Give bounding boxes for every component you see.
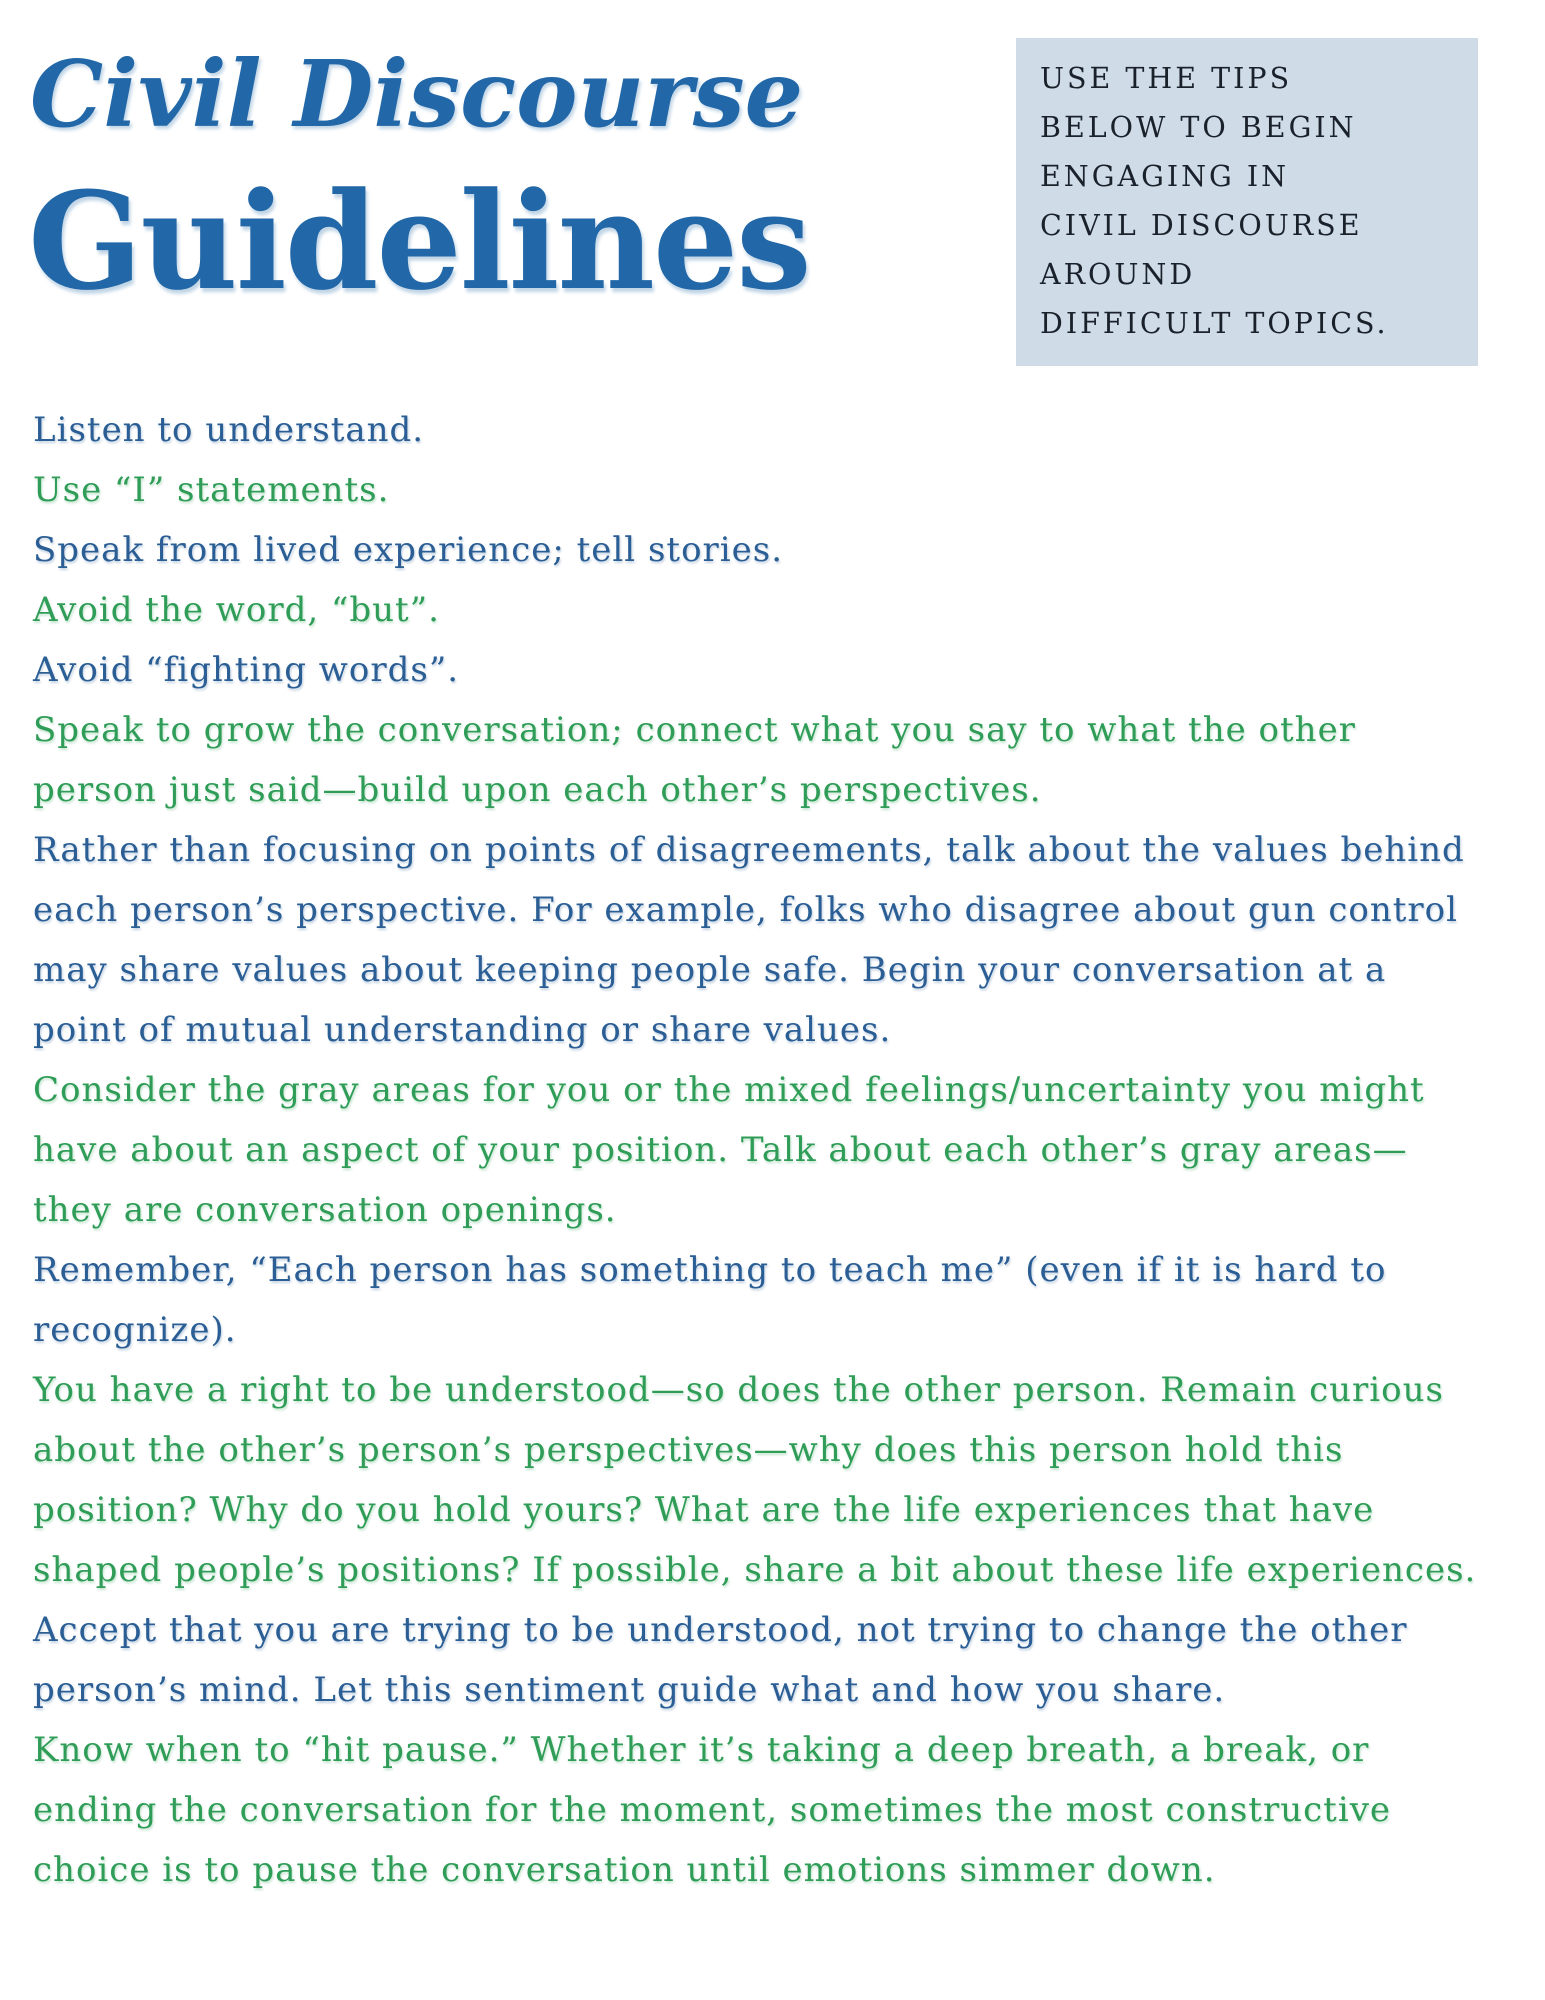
guideline-line: shaped people’s positions? If possible, share a bit about these life experiences. xyxy=(33,1550,1477,1590)
guideline-line: person’s mind. Let this sentiment guide what and how you share. xyxy=(33,1670,1226,1710)
guideline-line: choice is to pause the conversation until emotions simmer down. xyxy=(33,1850,1216,1890)
guideline-line: Accept that you are trying to be understood, not trying to change the other xyxy=(33,1610,1408,1650)
guideline-line: Speak to grow the conversation; connect what you say to what the other xyxy=(33,710,1356,750)
guideline-line: recognize). xyxy=(33,1310,237,1350)
tips-box-line: ENGAGING IN xyxy=(1040,160,1290,193)
guideline-line: Remember, “Each person has something to teach me” (even if it is hard to xyxy=(33,1250,1387,1290)
guideline-line: about the other’s person’s perspectives—why does this person hold this xyxy=(33,1430,1344,1470)
guideline-line: point of mutual understanding or share values. xyxy=(33,1010,892,1050)
tips-box-line: CIVIL DISCOURSE xyxy=(1040,209,1363,242)
guidelines-list xyxy=(33,400,1535,1900)
guideline-line: have about an aspect of your position. Talk about each other’s gray areas— xyxy=(33,1130,1408,1170)
guideline-line: Listen to understand. xyxy=(33,410,425,450)
tips-box-line: DIFFICULT TOPICS. xyxy=(1040,307,1389,340)
guideline-line: person just said—build upon each other’s perspectives. xyxy=(33,770,1042,810)
page-title-guidelines: Guidelines xyxy=(28,162,810,320)
guideline-line: they are conversation openings. xyxy=(33,1190,617,1230)
guideline-line: Speak from lived experience; tell stories. xyxy=(33,530,784,570)
guideline-line: Avoid “fighting words”. xyxy=(33,650,460,690)
guideline-line: You have a right to be understood—so does the other person. Remain curious xyxy=(33,1370,1444,1410)
guideline-line: Use “I” statements. xyxy=(33,470,390,510)
guideline-line: position? Why do you hold yours? What are the life experiences that have xyxy=(33,1490,1375,1530)
guideline-line: Rather than focusing on points of disagreements, talk about the values behind xyxy=(33,830,1465,870)
tips-box-line: AROUND xyxy=(1040,258,1196,291)
guideline-line: Avoid the word, “but”. xyxy=(33,590,440,630)
guideline-line: Know when to “hit pause.” Whether it’s taking a deep breath, a break, or xyxy=(33,1730,1370,1770)
guideline-line: ending the conversation for the moment, sometimes the most constructive xyxy=(33,1790,1392,1830)
tips-box-line: USE THE TIPS xyxy=(1040,62,1293,95)
guideline-line: may share values about keeping people safe. Begin your conversation at a xyxy=(33,950,1387,990)
tips-box-line: BELOW TO BEGIN xyxy=(1040,111,1357,144)
guideline-line: Consider the gray areas for you or the mixed feelings/uncertainty you might xyxy=(33,1070,1425,1110)
page-title-civil-discourse: Civil Discourse xyxy=(30,40,804,148)
guideline-line: each person’s perspective. For example, folks who disagree about gun control xyxy=(33,890,1458,930)
tips-callout-box xyxy=(1016,38,1478,366)
